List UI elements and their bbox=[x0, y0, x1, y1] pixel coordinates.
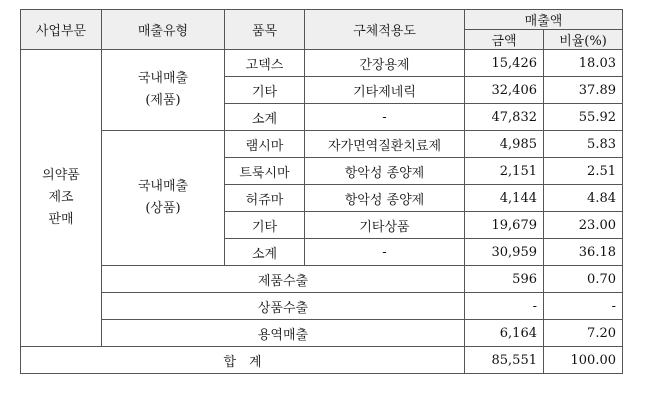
amount-cell: 30,959 bbox=[465, 239, 544, 266]
table-row bbox=[21, 293, 623, 320]
total-ratio-cell: 100.00 bbox=[544, 347, 623, 374]
table-row bbox=[21, 320, 623, 347]
sales-type-label-line: 국내매출 bbox=[137, 71, 189, 86]
header-sales: 매출액 bbox=[465, 10, 623, 30]
other-label-cell: 용역매출 bbox=[102, 320, 465, 347]
amount-cell: 2,151 bbox=[465, 158, 544, 185]
ratio-cell: 36.18 bbox=[544, 239, 623, 266]
amount-cell: 15,426 bbox=[465, 50, 544, 77]
item-cell: 소계 bbox=[225, 239, 305, 266]
usage-cell: 자가면역질환치료제 bbox=[305, 131, 465, 158]
item-cell: 허쥬마 bbox=[225, 185, 305, 212]
sales-table-container bbox=[20, 9, 623, 374]
sales-type-cell bbox=[102, 50, 225, 131]
header-amount: 금액 bbox=[465, 30, 544, 50]
total-label-cell: 합 계 bbox=[21, 347, 465, 374]
amount-cell: 596 bbox=[465, 266, 544, 293]
usage-cell: 간장용제 bbox=[305, 50, 465, 77]
ratio-cell: 5.83 bbox=[544, 131, 623, 158]
division-label-line: 의약품 bbox=[42, 168, 80, 183]
amount-cell: 19,679 bbox=[465, 212, 544, 239]
item-cell: 소계 bbox=[225, 104, 305, 131]
other-label-cell: 제품수출 bbox=[102, 266, 465, 293]
sales-type-label-line: (제품) bbox=[145, 93, 181, 108]
table-row bbox=[21, 266, 623, 293]
total-amount-cell: 85,551 bbox=[465, 347, 544, 374]
item-cell: 트룩시마 bbox=[225, 158, 305, 185]
amount-cell: 47,832 bbox=[465, 104, 544, 131]
sales-type-label-line: 국내매출 bbox=[137, 179, 189, 194]
usage-cell: 기타제네릭 bbox=[305, 77, 465, 104]
table-row bbox=[21, 131, 623, 158]
table-row bbox=[21, 50, 623, 77]
usage-cell: 항악성 종양제 bbox=[305, 185, 465, 212]
header-sales-type: 매출유형 bbox=[102, 10, 225, 50]
ratio-cell: 23.00 bbox=[544, 212, 623, 239]
ratio-cell: 7.20 bbox=[544, 320, 623, 347]
usage-cell: - bbox=[305, 104, 465, 131]
header-item: 품목 bbox=[225, 10, 305, 50]
sales-type-label-line: (상품) bbox=[145, 201, 181, 216]
header-usage: 구체적용도 bbox=[305, 10, 465, 50]
other-label-cell: 상품수출 bbox=[102, 293, 465, 320]
header-ratio: 비율(%) bbox=[544, 30, 623, 50]
ratio-cell: - bbox=[544, 293, 623, 320]
amount-cell: - bbox=[465, 293, 544, 320]
division-cell bbox=[21, 50, 102, 347]
item-cell: 기타 bbox=[225, 212, 305, 239]
division-label-line: 판매 bbox=[48, 212, 74, 227]
ratio-cell: 2.51 bbox=[544, 158, 623, 185]
amount-cell: 32,406 bbox=[465, 77, 544, 104]
sales-type-cell bbox=[102, 131, 225, 266]
sales-table bbox=[20, 9, 623, 374]
item-cell: 고덱스 bbox=[225, 50, 305, 77]
ratio-cell: 37.89 bbox=[544, 77, 623, 104]
amount-cell: 4,985 bbox=[465, 131, 544, 158]
item-cell: 램시마 bbox=[225, 131, 305, 158]
header-division: 사업부문 bbox=[21, 10, 102, 50]
total-row bbox=[21, 347, 623, 374]
division-label-line: 제조 bbox=[48, 190, 74, 205]
ratio-cell: 55.92 bbox=[544, 104, 623, 131]
ratio-cell: 18.03 bbox=[544, 50, 623, 77]
item-cell: 기타 bbox=[225, 77, 305, 104]
ratio-cell: 0.70 bbox=[544, 266, 623, 293]
usage-cell: 기타상품 bbox=[305, 212, 465, 239]
amount-cell: 6,164 bbox=[465, 320, 544, 347]
ratio-cell: 4.84 bbox=[544, 185, 623, 212]
usage-cell: 항악성 종양제 bbox=[305, 158, 465, 185]
usage-cell: - bbox=[305, 239, 465, 266]
amount-cell: 4,144 bbox=[465, 185, 544, 212]
